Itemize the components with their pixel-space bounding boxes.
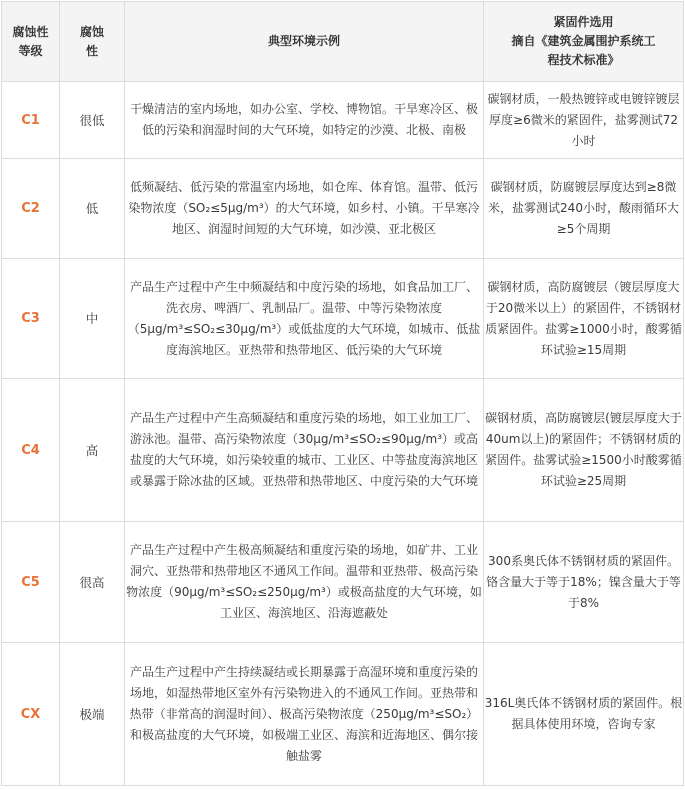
table-row: [2, 643, 684, 786]
table-row: [2, 159, 684, 259]
level-cell: 高: [60, 379, 125, 522]
table-row: [2, 379, 684, 522]
header-grade: 腐蚀性 等级: [2, 2, 60, 82]
fastener-cell: 碳钢材质，高防腐镀层(镀层厚度大于40um以上)的紧固件；不锈钢材质的紧固件。盐雾试验≥1500小时酸雾循环试验≥25周期: [484, 379, 684, 522]
env-cell: 干燥清洁的室内场地，如办公室、学校、博物馆。干旱寒冷区、极低的污染和润湿时间的大气环境，如特定的沙漠、北极、南极: [125, 82, 484, 159]
env-cell: 产品生产过程中产生极高频凝结和重度污染的场地，如矿井、工业洞穴、亚热带和热带地区不通风工作间。温带和亚热带、极高污染物浓度（90μg/m³≤SO₂≤250μg/m³）或极高盐度的大气环境，如工业区、海滨地区、沿海遮蔽处: [125, 522, 484, 643]
fastener-cell: 碳钢材质，高防腐镀层（镀层厚度大于20微米以上）的紧固件，不锈钢材质紧固件。盐雾≥1000小时，酸雾循环试验≥15周期: [484, 259, 684, 379]
header-level: 腐蚀 性: [60, 2, 125, 82]
env-cell: 低频凝结、低污染的常温室内场地，如仓库、体育馆。温带、低污染物浓度（SO₂≤5μg/m³）的大气环境，如乡村、小镇。干旱寒冷地区、润湿时间短的大气环境，如沙漠、亚北极区: [125, 159, 484, 259]
level-cell: 低: [60, 159, 125, 259]
level-cell: 中: [60, 259, 125, 379]
fastener-cell: 316L奥氏体不锈钢材质的紧固件。根据具体使用环境，咨询专家: [484, 643, 684, 786]
header-row: [2, 2, 684, 82]
header-env: 典型环境示例: [125, 2, 484, 82]
table-row: [2, 522, 684, 643]
env-cell: 产品生产过程中产生持续凝结或长期暴露于高湿环境和重度污染的场地，如湿热带地区室外有污染物进入的不通风工作间。亚热带和热带（非常高的润湿时间）、极高污染物浓度（250μg/m³≤SO₂）和极高盐度的大气环境，如极端工业区、海滨和近海地区、偶尔接触盐雾: [125, 643, 484, 786]
fastener-cell: 碳钢材质，一般热镀锌或电镀锌镀层厚度≥6微米的紧固件，盐雾测试72小时: [484, 82, 684, 159]
env-cell: 产品生产过程中产生高频凝结和重度污染的场地，如工业加工厂、游泳池。温带、高污染物浓度（30μg/m³≤SO₂≤90μg/m³）或高盐度的大气环境，如污染较重的城市、工业区、中等盐度海滨地区或暴露于除冰盐的区域。亚热带和热带地区、中度污染的大气环境: [125, 379, 484, 522]
level-cell: 很低: [60, 82, 125, 159]
env-cell: 产品生产过程中产生中频凝结和中度污染的场地，如食品加工厂、洗衣房、啤酒厂、乳制品厂。温带、中等污染物浓度（5μg/m³≤SO₂≤30μg/m³）或低盐度的大气环境，如城市、低盐度海滨地区。亚热带和热带地区、低污染的大气环境: [125, 259, 484, 379]
header-fastener: 紧固件选用 摘自《建筑金属围护系统工 程技术标准》: [484, 2, 684, 82]
fastener-cell: 300系奥氏体不锈钢材质的紧固件。铬含量大于等于18%；镍含量大于等于8%: [484, 522, 684, 643]
grade-cell: C3: [2, 259, 60, 379]
grade-cell: C2: [2, 159, 60, 259]
table-row: [2, 82, 684, 159]
level-cell: 很高: [60, 522, 125, 643]
grade-cell: CX: [2, 643, 60, 786]
grade-cell: C1: [2, 82, 60, 159]
table-row: [2, 259, 684, 379]
fastener-cell: 碳钢材质，防腐镀层厚度达到≥8微米，盐雾测试240小时，酸雨循环大≥5个周期: [484, 159, 684, 259]
level-cell: 极端: [60, 643, 125, 786]
grade-cell: C5: [2, 522, 60, 643]
corrosion-table: [1, 1, 684, 786]
grade-cell: C4: [2, 379, 60, 522]
